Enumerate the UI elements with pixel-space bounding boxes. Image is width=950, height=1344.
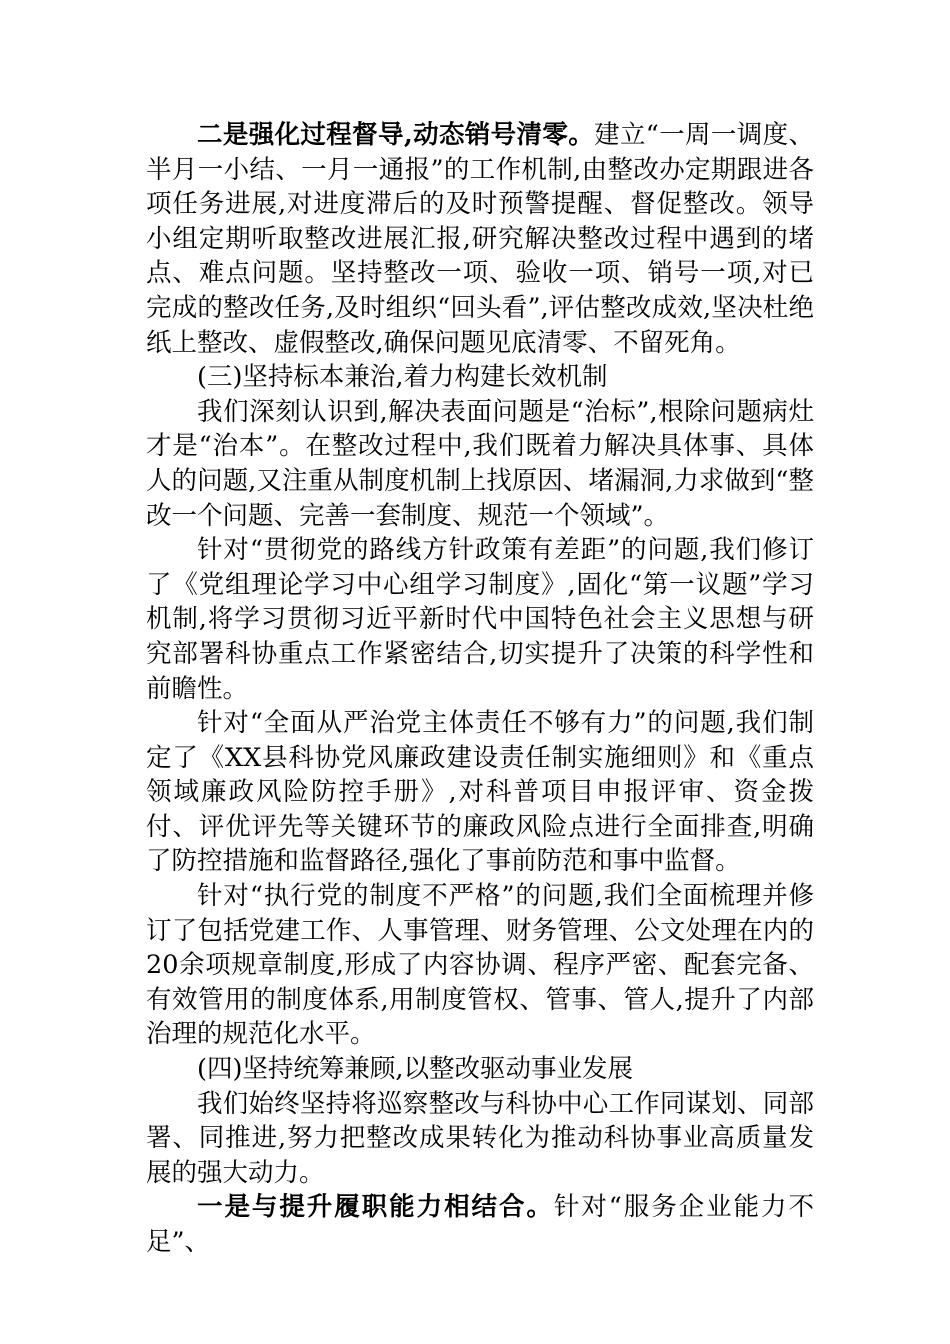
paragraph-text: 针对“服务企业能力不足”、 [146,1192,814,1257]
paragraph-root-cause [146,395,814,533]
paragraph-lead-heading: 二是强化过程督导,动态销号清零。 [197,120,595,150]
paragraph-text: 针对“贯彻党的路线方针政策有差距”的问题,我们修订了《党组理论学习中心组学习制度》,固化“第一议题”学习机制,将学习贯彻习近平新时代中国特色社会主义思想与研究部署科协重点工作紧密结合,切实提升了决策的科学性和前瞻性。 [146,535,814,704]
paragraph-system-execution [146,879,814,1052]
paragraph-policy-gap [146,533,814,706]
section-heading-three [146,360,814,395]
paragraph-process-supervision [146,118,814,360]
section-heading-text: (四)坚持统筹兼顾,以整改驱动事业发展 [197,1054,634,1085]
paragraph-party-responsibility [146,706,814,879]
paragraph-capability [146,1190,814,1259]
document-body [146,118,814,1260]
paragraph-text: 针对“执行党的制度不严格”的问题,我们全面梳理并修订了包括党建工作、人事管理、财务管理、公文处理在内的20余项规章制度,形成了内容协调、程序严密、配套完备、有效管用的制度体系,用制度管权、管事、管人,提升了内部治理的规范化水平。 [146,881,814,1050]
paragraph-text: 我们始终坚持将巡察整改与科协中心工作同谋划、同部署、同推进,努力把整改成果转化为推动科协事业高质量发展的强大动力。 [146,1088,814,1188]
paragraph-text: 我们深刻认识到,解决表面问题是“治标”,根除问题病灶才是“治本”。在整改过程中,我们既着力解决具体事、具体人的问题,又注重从制度机制上找原因、堵漏洞,力求做到“整改一个问题、完善一套制度、规范一个领域”。 [146,396,814,531]
paragraph-text: 建立“一周一调度、半月一小结、一月一通报”的工作机制,由整改办定期跟进各项任务进展,对进度滞后的及时预警提醒、督促整改。领导小组定期听取整改进展汇报,研究解决整改过程中遇到的堵点、难点问题。坚持整改一项、验收一项、销号一项,对已完成的整改任务,及时组织“回头看”,评估整改成效,坚决杜绝纸上整改、虚假整改,确保问题见底清零、不留死角。 [146,120,814,358]
paragraph-text: 针对“全面从严治党主体责任不够有力”的问题,我们制定了《XX县科协党风廉政建设责任制实施细则》和《重点领域廉政风险防控手册》,对科普项目申报评审、资金拨付、评优评先等关键环节的廉政风险点进行全面排查,明确了防控措施和监督路径,强化了事前防范和事中监督。 [146,708,814,877]
section-heading-four [146,1052,814,1087]
section-heading-text: (三)坚持标本兼治,着力构建长效机制 [197,362,608,393]
paragraph-lead-heading: 一是与提升履职能力相结合。 [197,1192,554,1223]
paragraph-coordination [146,1087,814,1191]
